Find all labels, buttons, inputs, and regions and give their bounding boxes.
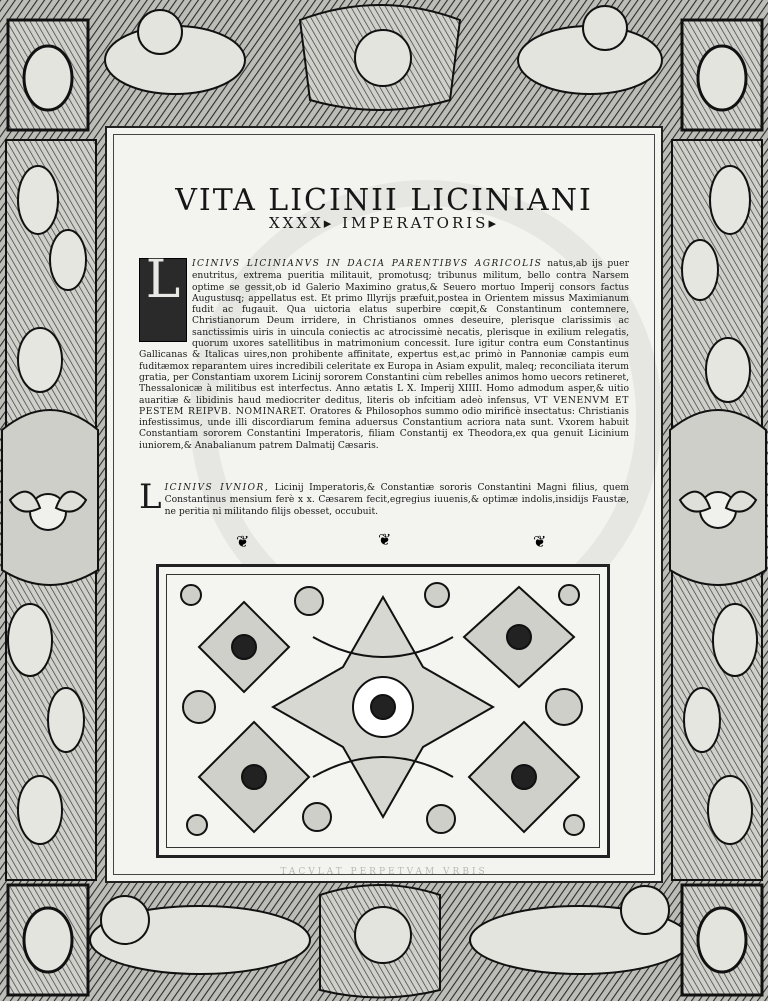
ornament-large-center (273, 597, 493, 817)
fleuron-left: ❦ (236, 532, 250, 551)
fleuron-center: ❦ (378, 530, 392, 549)
paragraph2-lead: ICINIVS IVNIOR, (164, 483, 270, 493)
show-through-text: TACVLAT PERPETVAM VRBIS (280, 867, 488, 877)
fleuron-right: ❦ (533, 532, 547, 551)
page-subtitle: XXXX▸ IMPERATORIS▸ (269, 214, 499, 232)
biography-paragraph (139, 250, 630, 451)
page-title: VITA LICINII LICINIANI (175, 183, 593, 218)
arabesque-ornaments (159, 567, 607, 855)
ornament-bottom-left (199, 722, 309, 832)
paragraph-tail: Oratores & Philosophos summo odio mirificè insectatus: Christianis infestissimus, unde illi discordiarum femina aduersus Constantium acriora nata sunt. Vxorem habuit Constantiam sororem Constantini Imperatoris, filiam Constantij ex Theodora,ex qua genuit Licinium iuniorem,& Anabalianum patrem Dalmatij Cæsaris. (139, 405, 629, 451)
junior-paragraph (139, 477, 630, 517)
paragraph-lead: ICINIVS LICINIANVS IN DACIA PARENTIBVS AGRICOLIS (192, 259, 543, 269)
drop-cap: L (139, 477, 162, 517)
ornament-top-left (199, 602, 289, 692)
ornament-panel (156, 564, 610, 858)
ornament-bottom-right (469, 722, 579, 832)
ornament-top-right (464, 587, 574, 687)
fleuron-row (0, 532, 768, 552)
paragraph-emphasis: VT VENENVM ET PESTEM REIPVB. NOMINARET. (139, 394, 629, 417)
illuminated-initial: L (139, 258, 187, 342)
paragraph2-body: Licinij Imperatoris,& Constantiæ sororis Constantini Magni filius, quem Constantinus mensium ferè x x. Cæsarem fecit,egregius iuuenis,& optimæ indolis,insidijs Faustæ, ne peritia ni militando filijs obesset, occubuit. (164, 482, 630, 517)
paragraph-body: natus,ab ijs puer enutritus, extrema pueritia militauit, promotusq; tribunus militum, bello contra Narsem optime se gessit,ob id Galerio Maximino gratus,& Seuero mortuo Imperij consors factus Augustusq; appellatus est. Et primo Illyrijs præfuit,postea in Orientem missus Maximianum fudit ac fugauit. Qua uictoria elatus superbire cœpit,& Constantinum contemnere, Christianorum Deum irridere, in Christianos omnes deseuire, plerisque clarissimis ac sanctissimis uiris in uincula coniectis ac atrocissimè necatis, plerisque in exilium relegatis, quorum uxores satellitibus in matrimonium concessit. Iure igitur contra eum Constantinus Gallicanas & Italicas uires,non prohibente affinitate, expertus est,ac primò in Pannoniæ campis eum fuditæmox reparantem uires incredibili celeritate ex Europa in Asiam expulit, maleq; reconciliata iterum gratia, per Constantiam uxorem Licinij sororem Constantini cùm rebelles animos homo uecors retineret, Thessalonicæ à militibus est interfectus. Anno ætatis L X. Imperij XIIII. Homo admodum asper,& uitio auaritiæ & libidinis haud mediocriter deditus, literis ob infcitiam adeò infensus, (139, 258, 630, 406)
